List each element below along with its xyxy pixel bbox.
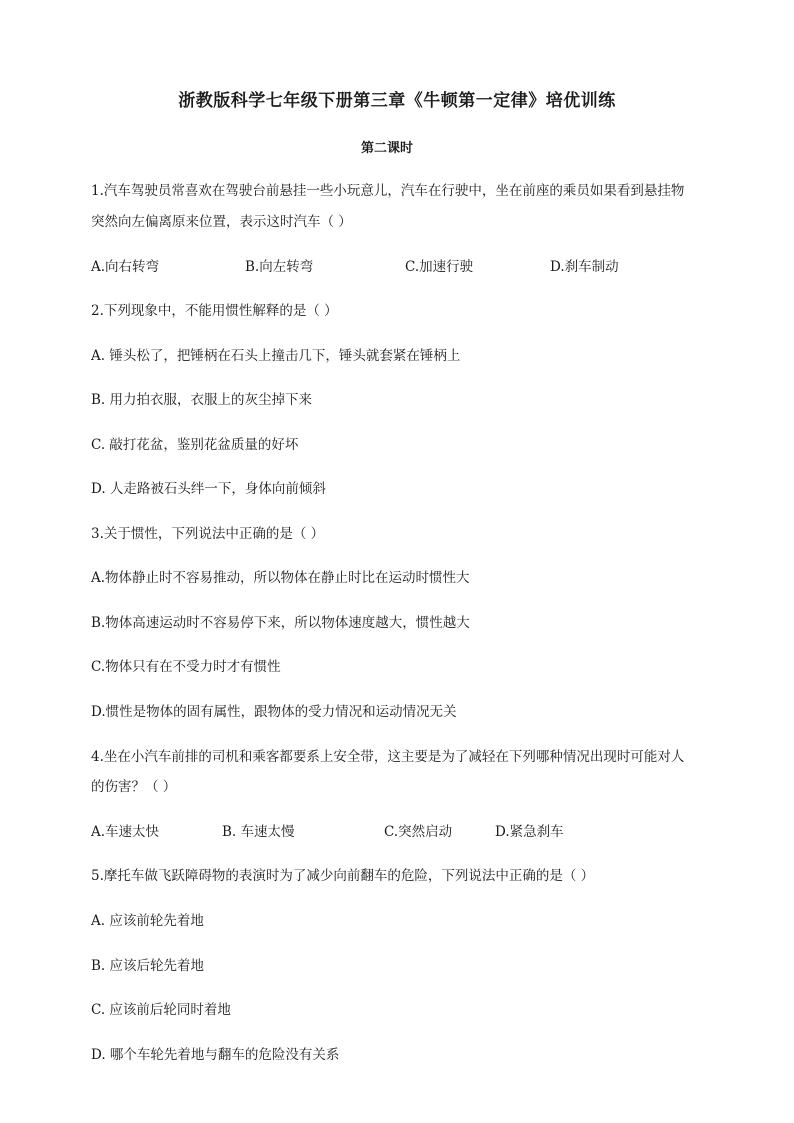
question-3-option-a: A.物体静止时不容易推动，所以物体在静止时比在运动时惯性大 <box>91 570 470 586</box>
question-5-stem: 5.摩托车做飞跃障碍物的表演时为了减少向前翻车的危险，下列说法中正确的是（ ） <box>91 868 595 884</box>
question-1-option-b: B.向左转弯 <box>245 259 314 275</box>
question-3-option-b: B.物体高速运动时不容易停下来，所以物体速度越大，惯性越大 <box>91 615 470 631</box>
question-4-option-c: C.突然启动 <box>384 824 453 840</box>
question-4-option-a: A.车速太快 <box>91 824 160 840</box>
question-2-option-b: B. 用力拍衣服，衣服上的灰尘掉下来 <box>91 392 313 408</box>
document-subtitle: 第二课时 <box>360 141 413 156</box>
question-1-stem-line-1: 1.汽车驾驶员常喜欢在驾驶台前悬挂一些小玩意儿，汽车在行驶中，坐在前座的乘员如果看到悬挂物 <box>91 183 685 199</box>
question-1-option-c: C.加速行驶 <box>405 259 474 275</box>
question-3-option-c: C.物体只有在不受力时才有惯性 <box>91 659 281 675</box>
document-title: 浙教版科学七年级下册第三章《牛顿第一定律》培优训练 <box>178 91 616 111</box>
question-2-option-d: D. 人走路被石头绊一下，身体向前倾斜 <box>91 481 326 497</box>
question-2-option-c: C. 敲打花盆，鉴别花盆质量的好坏 <box>91 437 299 453</box>
question-1-option-a: A.向右转弯 <box>91 259 160 275</box>
question-3-stem: 3.关于惯性，下列说法中正确的是（ ） <box>91 526 325 542</box>
question-4-option-b: B. 车速太慢 <box>222 824 295 840</box>
question-2-option-a: A. 锤头松了，把锤柄在石头上撞击几下，锤头就套紧在锤柄上 <box>91 348 461 364</box>
question-5-option-b: B. 应该后轮先着地 <box>91 958 205 974</box>
question-5-option-d: D. 哪个车轮先着地与翻车的危险没有关系 <box>91 1047 340 1063</box>
question-4-option-d: D.紧急刹车 <box>495 824 564 840</box>
question-3-option-d: D.惯性是物体的固有属性，跟物体的受力情况和运动情况无关 <box>91 704 457 720</box>
question-1-option-d: D.刹车制动 <box>550 259 619 275</box>
question-4-stem-line-2: 的伤害？（ ） <box>91 779 177 795</box>
question-4-stem-line-1: 4.坐在小汽车前排的司机和乘客都要系上安全带，这主要是为了减轻在下列哪种情况出现时可能对人 <box>91 749 685 765</box>
question-1-stem-line-2: 突然向左偏离原来位置，表示这时汽车（ ） <box>91 214 352 230</box>
question-5-option-a: A. 应该前轮先着地 <box>91 913 204 929</box>
question-2-stem: 2.下列现象中，不能用惯性解释的是（ ） <box>91 303 338 319</box>
question-5-option-c: C. 应该前后轮同时着地 <box>91 1002 231 1018</box>
